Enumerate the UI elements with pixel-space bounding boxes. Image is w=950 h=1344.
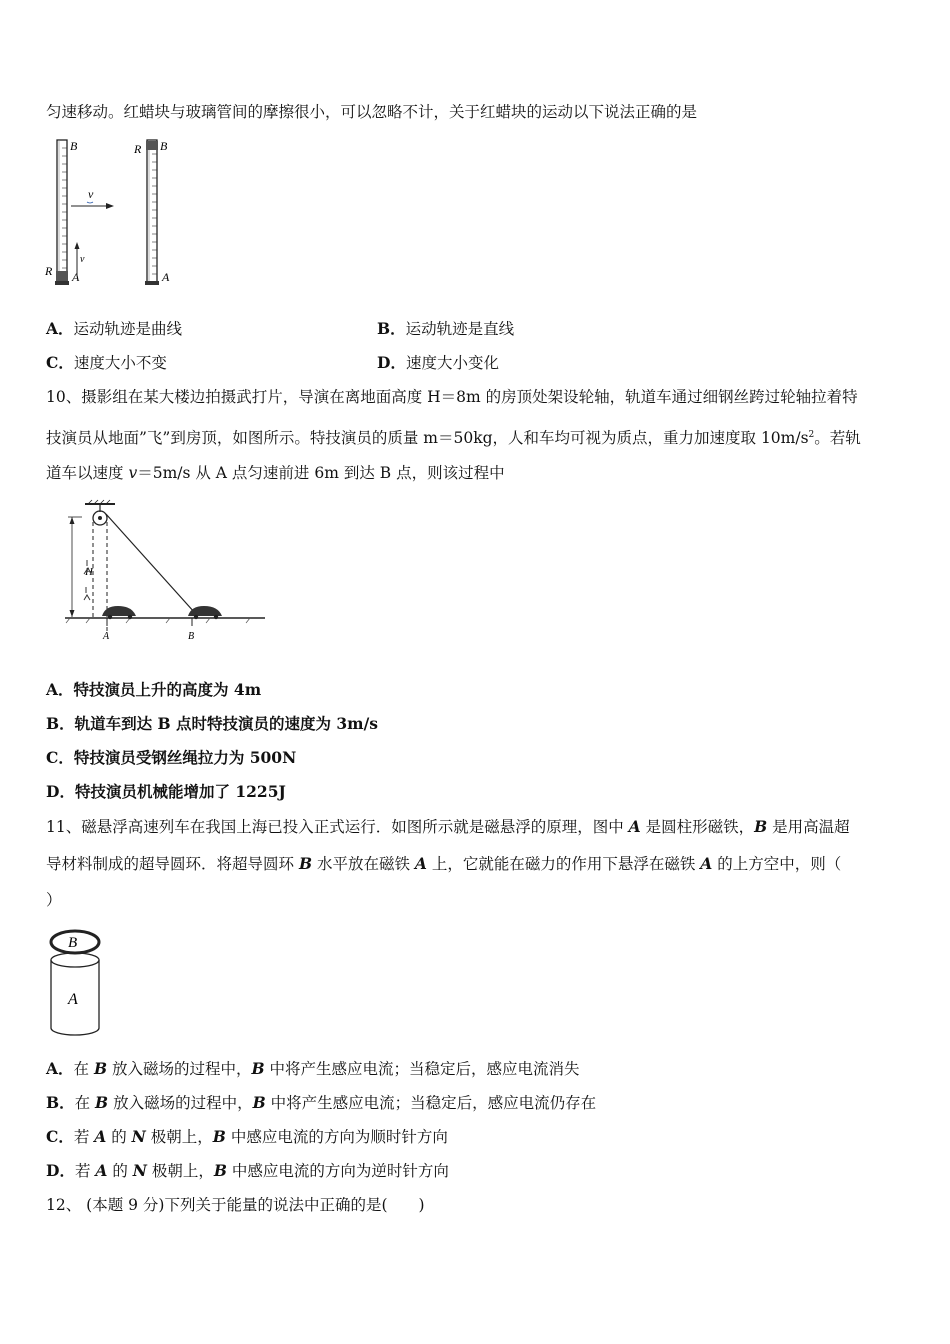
q10-option-b: B．轨道车到达 B 点时特技演员的速度为 3m/s (46, 714, 378, 733)
q11-option-c: C．若 A 的 N 极朝上，B 中感应电流的方向为顺时针方向 (46, 1127, 448, 1146)
q10-stem-line3: 道车以速度 v＝5m/s 从 A 点匀速前进 6m 到达 B 点，则该过程中 (46, 464, 505, 482)
q10-option-d: D．特技演员机械能增加了 1225J (46, 782, 286, 801)
q10-stem-line2: 技演员从地面”飞”到房顶，如图所示。特技演员的质量 m＝50kg，人和车均可视为质点，重力加速度取 $10m/s^2$。若轨 (46, 429, 861, 448)
q11-option-b: B．在 B 放入磁场的过程中，B 中将产生感应电流；当稳定后，感应电流仍存在 (46, 1093, 597, 1112)
q9-option-c: C．速度大小不变 (46, 353, 167, 372)
q10-option-a: A．特技演员上升的高度为 4m (46, 680, 262, 699)
q9-label-A-left: A (72, 270, 80, 284)
q10-label-H: H (85, 566, 93, 578)
q9-label-R-left: R (45, 264, 53, 278)
q10-label-A: A (103, 631, 110, 642)
q12-stem: 12、 (本题 9 分)下列关于能量的说法中正确的是( ) (46, 1196, 425, 1214)
q11-stem-line1: 11、磁悬浮高速列车在我国上海已投入正式运行．如图所示就是磁悬浮的原理，图中 A 是圆柱形磁铁，B 是用高温超 (46, 817, 850, 836)
q11-option-d: D．若 A 的 N 极朝上，B 中感应电流的方向为逆时针方向 (46, 1161, 449, 1180)
q11-stem-line2: 导材料制成的超导圆环．将超导圆环 B 水平放在磁铁 A 上，它就能在磁力的作用下悬浮在磁铁 A 的上方空中，则（ (46, 854, 842, 873)
q9-label-B-right: B (160, 139, 168, 153)
q9-label-v-vertical: v (80, 254, 85, 265)
q9-option-d: D．速度大小变化 (377, 353, 499, 372)
q11-stem-line3: ） (46, 891, 62, 909)
q11-label-B: B (68, 935, 78, 951)
q9-label-A-right: A (162, 270, 170, 284)
q9-label-B-left: B (70, 139, 78, 153)
q9-intro: 匀速移动。红蜡块与玻璃管间的摩擦很小，可以忽略不计，关于红蜡块的运动以下说法正确的是 (46, 103, 698, 121)
q9-label-v-horizontal: v (88, 187, 94, 201)
q10-option-c: C．特技演员受钢丝绳拉力为 500N (46, 748, 297, 767)
q10-stem-line1: 10、摄影组在某大楼边拍摄武打片，导演在离地面高度 H＝8m 的房顶处架设轮轴，轨道车通过细钢丝跨过轮轴拉着特 (46, 388, 858, 406)
q11-label-A: A (68, 991, 78, 1008)
q11-option-a: A．在 B 放入磁场的过程中，B 中将产生感应电流；当稳定后，感应电流消失 (46, 1059, 580, 1078)
q9-glass-tube-figure (40, 134, 190, 289)
q9-label-R-right: R (134, 142, 142, 156)
q11-magnet-figure (46, 924, 106, 1042)
q10-pulley-figure (60, 500, 270, 645)
q9-option-b: B．运动轨迹是直线 (377, 319, 515, 338)
q9-option-a: A．运动轨迹是曲线 (46, 319, 183, 338)
q10-label-B: B (188, 631, 195, 642)
